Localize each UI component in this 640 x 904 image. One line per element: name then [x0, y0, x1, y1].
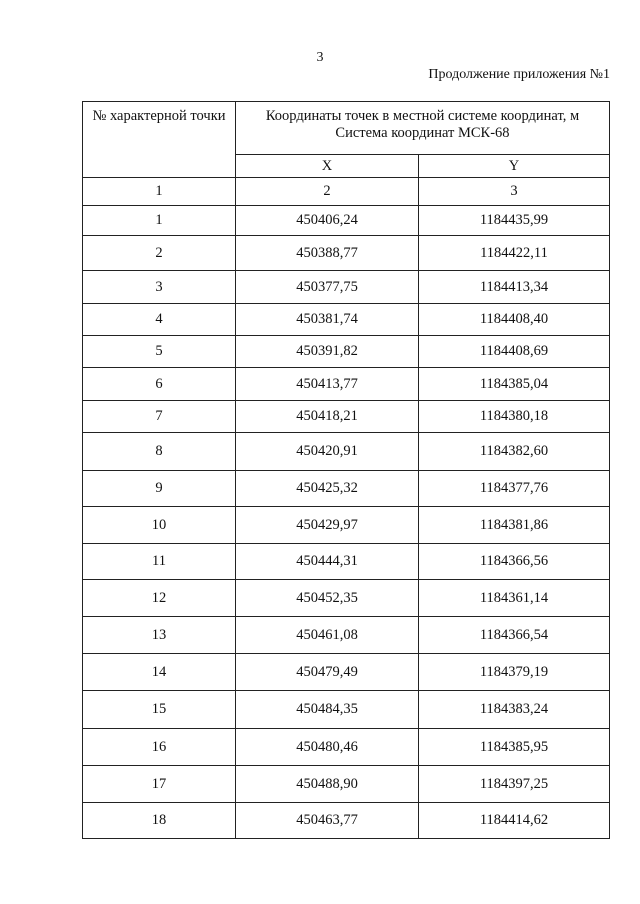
y-coordinate-cell: 1184413,34 [419, 271, 610, 304]
y-coordinate-cell: 1184408,40 [419, 304, 610, 336]
table-row [83, 471, 610, 507]
y-coordinate-cell: 1184380,18 [419, 401, 610, 433]
header-coordinates [236, 102, 610, 155]
point-number-cell: 15 [83, 691, 236, 729]
x-coordinate-cell: 450391,82 [236, 336, 419, 368]
table-row [83, 544, 610, 580]
point-number-cell: 11 [83, 544, 236, 580]
y-coordinate-cell: 1184377,76 [419, 471, 610, 507]
y-coordinate-cell: 1184366,54 [419, 617, 610, 654]
x-coordinate-cell: 450452,35 [236, 580, 419, 617]
header-coordinates-line1: Координаты точек в местной системе координат, м [265, 108, 580, 124]
point-number-cell: 12 [83, 580, 236, 617]
y-coordinate-cell: 1184385,04 [419, 368, 610, 401]
table-row [83, 304, 610, 336]
point-number-cell: 7 [83, 401, 236, 433]
header-x: X [236, 155, 419, 178]
y-coordinate-cell: 1184422,11 [419, 236, 610, 271]
x-coordinate-cell: 450479,49 [236, 654, 419, 691]
y-coordinate-cell: 1184435,99 [419, 206, 610, 236]
header-coordinates-line2: Система координат МСК-68 [335, 125, 510, 141]
table-row [83, 580, 610, 617]
point-number-cell: 13 [83, 617, 236, 654]
x-coordinate-cell: 450463,77 [236, 803, 419, 839]
y-coordinate-cell: 1184366,56 [419, 544, 610, 580]
table-row [83, 401, 610, 433]
point-number-cell: 9 [83, 471, 236, 507]
page-number: 3 [316, 50, 324, 65]
x-coordinate-cell: 450388,77 [236, 236, 419, 271]
table-row [83, 368, 610, 401]
table-row [83, 729, 610, 766]
table-row [83, 507, 610, 544]
x-coordinate-cell: 450381,74 [236, 304, 419, 336]
x-coordinate-cell: 450420,91 [236, 433, 419, 471]
header-point-number: № характерной точки [83, 102, 236, 178]
y-coordinate-cell: 1184382,60 [419, 433, 610, 471]
point-number-cell: 4 [83, 304, 236, 336]
table-row [83, 271, 610, 304]
y-coordinate-cell: 1184408,69 [419, 336, 610, 368]
column-number-2: 2 [236, 178, 419, 206]
table-row [83, 433, 610, 471]
x-coordinate-cell: 450413,77 [236, 368, 419, 401]
table-row [83, 206, 610, 236]
x-coordinate-cell: 450461,08 [236, 617, 419, 654]
point-number-cell: 14 [83, 654, 236, 691]
x-coordinate-cell: 450406,24 [236, 206, 419, 236]
point-number-cell: 8 [83, 433, 236, 471]
y-coordinate-cell: 1184379,19 [419, 654, 610, 691]
point-number-cell: 18 [83, 803, 236, 839]
point-number-cell: 6 [83, 368, 236, 401]
coordinates-table [82, 101, 610, 839]
table-row [83, 617, 610, 654]
y-coordinate-cell: 1184361,14 [419, 580, 610, 617]
y-coordinate-cell: 1184414,62 [419, 803, 610, 839]
point-number-cell: 17 [83, 766, 236, 803]
table-row [83, 691, 610, 729]
column-number-1: 1 [83, 178, 236, 206]
x-coordinate-cell: 450480,46 [236, 729, 419, 766]
appendix-continuation-note: Продолжение приложения №1 [428, 67, 610, 82]
column-number-3: 3 [419, 178, 610, 206]
table-row [83, 236, 610, 271]
point-number-cell: 1 [83, 206, 236, 236]
x-coordinate-cell: 450444,31 [236, 544, 419, 580]
x-coordinate-cell: 450488,90 [236, 766, 419, 803]
point-number-cell: 10 [83, 507, 236, 544]
header-y: Y [419, 155, 610, 178]
x-coordinate-cell: 450484,35 [236, 691, 419, 729]
y-coordinate-cell: 1184397,25 [419, 766, 610, 803]
x-coordinate-cell: 450429,97 [236, 507, 419, 544]
table-row [83, 803, 610, 839]
point-number-cell: 16 [83, 729, 236, 766]
point-number-cell: 3 [83, 271, 236, 304]
x-coordinate-cell: 450425,32 [236, 471, 419, 507]
point-number-cell: 5 [83, 336, 236, 368]
x-coordinate-cell: 450418,21 [236, 401, 419, 433]
table-row [83, 654, 610, 691]
point-number-cell: 2 [83, 236, 236, 271]
table-row [83, 766, 610, 803]
table-row [83, 336, 610, 368]
y-coordinate-cell: 1184383,24 [419, 691, 610, 729]
y-coordinate-cell: 1184381,86 [419, 507, 610, 544]
y-coordinate-cell: 1184385,95 [419, 729, 610, 766]
x-coordinate-cell: 450377,75 [236, 271, 419, 304]
